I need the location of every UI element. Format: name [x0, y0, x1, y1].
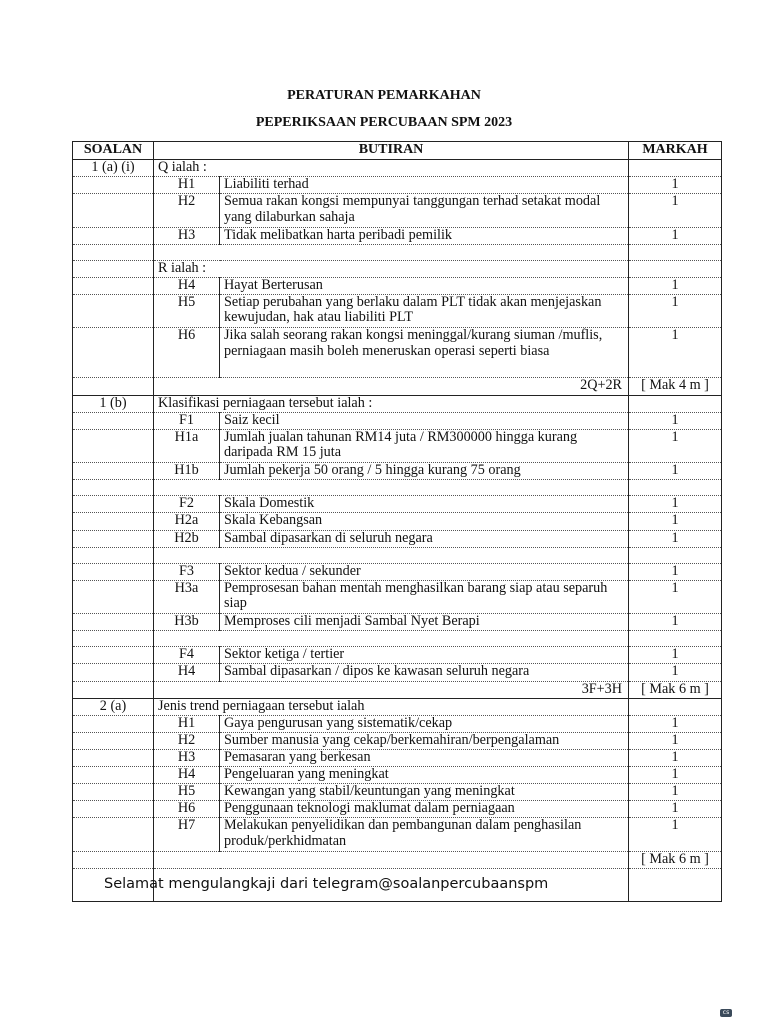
table-row	[73, 732, 722, 749]
point-description: Kewangan yang stabil/keuntungan yang meningkat	[220, 784, 629, 801]
table-row	[73, 631, 722, 647]
header-markah: MARKAH	[629, 142, 722, 160]
point-description: Gaya pengurusan yang sistematik/cekap	[220, 715, 629, 732]
point-description: Jumlah pekerja 50 orang / 5 hingga kurang 75 orang	[220, 463, 629, 480]
point-code: H3	[154, 227, 220, 244]
question-number-cell: 1 (b)	[73, 395, 154, 412]
table-row	[73, 530, 722, 547]
point-mark: 1	[629, 177, 722, 194]
point-code: H1a	[154, 429, 220, 463]
question-number-cell	[73, 664, 154, 681]
table-row	[73, 412, 722, 429]
point-code: H1	[154, 715, 220, 732]
section-intro-text: Jenis trend perniagaan tersebut ialah	[154, 698, 629, 715]
point-code: H4	[154, 664, 220, 681]
table-row	[73, 429, 722, 463]
point-description: Jumlah jualan tahunan RM14 juta / RM300000 hingga kurang daripada RM 15 juta	[220, 429, 629, 463]
point-code: F2	[154, 496, 220, 513]
point-code: F1	[154, 412, 220, 429]
mark-cell-empty	[629, 395, 722, 412]
point-description: Sambal dipasarkan di seluruh negara	[220, 530, 629, 547]
question-number-cell	[73, 580, 154, 614]
point-code: F3	[154, 563, 220, 580]
max-mark: [ Mak 6 m ]	[629, 851, 722, 868]
question-number-cell	[73, 851, 154, 868]
point-code: H1	[154, 177, 220, 194]
blank-cell	[154, 547, 629, 563]
question-number-cell	[73, 513, 154, 530]
mark-cell-empty	[629, 868, 722, 901]
question-number-cell	[73, 260, 154, 277]
point-description: Liabiliti terhad	[220, 177, 629, 194]
point-mark: 1	[629, 801, 722, 818]
question-number-cell	[73, 227, 154, 244]
mark-cell-empty	[629, 698, 722, 715]
point-description: Sumber manusia yang cekap/berkemahiran/berpengalaman	[220, 732, 629, 749]
question-number-cell	[73, 194, 154, 228]
mark-cell-empty	[629, 631, 722, 647]
question-number-cell	[73, 177, 154, 194]
table-row	[73, 177, 722, 194]
point-description: Saiz kecil	[220, 412, 629, 429]
table-row	[73, 160, 722, 177]
point-description: Skala Kebangsan	[220, 513, 629, 530]
point-code: H2	[154, 194, 220, 228]
point-mark: 1	[629, 614, 722, 631]
point-code: F4	[154, 647, 220, 664]
table-row	[73, 784, 722, 801]
table-row	[73, 277, 722, 294]
question-number-cell	[73, 766, 154, 783]
point-mark: 1	[629, 463, 722, 480]
point-mark: 1	[629, 664, 722, 681]
table-row	[73, 244, 722, 260]
point-mark: 1	[629, 530, 722, 547]
section-intro-text: Klasifikasi perniagaan tersebut ialah :	[154, 395, 629, 412]
point-mark: 1	[629, 647, 722, 664]
point-description: Pemprosesan bahan mentah menghasilkan barang siap atau separuh siap	[220, 580, 629, 614]
max-mark: [ Mak 6 m ]	[629, 681, 722, 698]
marking-scheme-table	[72, 141, 722, 902]
table-row	[73, 851, 722, 868]
mark-cell-empty	[629, 160, 722, 177]
point-code: H6	[154, 801, 220, 818]
header-butiran: BUTIRAN	[154, 142, 629, 160]
point-code: H7	[154, 818, 220, 852]
table-row	[73, 563, 722, 580]
point-description: Skala Domestik	[220, 496, 629, 513]
question-number-cell	[73, 818, 154, 852]
table-row	[73, 463, 722, 480]
question-number-cell	[73, 378, 154, 395]
point-code: H5	[154, 784, 220, 801]
document-title: PERATURAN PEMARKAHAN	[287, 88, 481, 103]
mark-formula: 2Q+2R	[154, 378, 629, 395]
point-code: H2a	[154, 513, 220, 530]
point-mark: 1	[629, 563, 722, 580]
footer-watermark-text: Selamat mengulangkaji dari telegram@soalanpercubaanspm	[104, 876, 549, 892]
table-row	[73, 614, 722, 631]
table-row	[73, 818, 722, 852]
table-row	[73, 681, 722, 698]
question-number-cell	[73, 429, 154, 463]
point-description: Pengeluaran yang meningkat	[220, 766, 629, 783]
table-row	[73, 294, 722, 328]
blank-cell	[154, 631, 629, 647]
point-code: H1b	[154, 463, 220, 480]
question-number-cell	[73, 496, 154, 513]
point-mark: 1	[629, 194, 722, 228]
question-number-cell	[73, 749, 154, 766]
question-number-cell	[73, 277, 154, 294]
question-number-cell	[73, 463, 154, 480]
table-row	[73, 580, 722, 614]
question-number-cell	[73, 801, 154, 818]
point-description: Sambal dipasarkan / dipos ke kawasan seluruh negara	[220, 664, 629, 681]
point-mark: 1	[629, 227, 722, 244]
question-number-cell	[73, 715, 154, 732]
point-code: H4	[154, 766, 220, 783]
question-number-cell	[73, 328, 154, 378]
mark-cell-empty	[629, 480, 722, 496]
point-description: Jika salah seorang rakan kongsi meninggal/kurang siuman /muflis, perniagaan masih boleh meneruskan operasi seperti biasa	[220, 328, 629, 378]
point-description: Penggunaan teknologi maklumat dalam perniagaan	[220, 801, 629, 818]
point-mark: 1	[629, 749, 722, 766]
table-row	[73, 227, 722, 244]
point-mark: 1	[629, 766, 722, 783]
point-description: Pemasaran yang berkesan	[220, 749, 629, 766]
point-code: H2b	[154, 530, 220, 547]
point-code: H3a	[154, 580, 220, 614]
point-mark: 1	[629, 732, 722, 749]
point-mark: 1	[629, 294, 722, 328]
table-row	[73, 194, 722, 228]
question-number-cell	[73, 631, 154, 647]
table-row	[73, 378, 722, 395]
question-number-cell	[73, 647, 154, 664]
point-description: Memproses cili menjadi Sambal Nyet Berapi	[220, 614, 629, 631]
point-mark: 1	[629, 784, 722, 801]
section-intro-text: R ialah :	[154, 260, 629, 277]
point-code: H3	[154, 749, 220, 766]
point-description: Sektor ketiga / tertier	[220, 647, 629, 664]
table-row	[73, 698, 722, 715]
table-row	[73, 647, 722, 664]
table-row	[73, 480, 722, 496]
question-number-cell	[73, 614, 154, 631]
point-mark: 1	[629, 818, 722, 852]
blank-cell	[154, 851, 629, 868]
table-row	[73, 496, 722, 513]
point-code: H2	[154, 732, 220, 749]
point-description: Setiap perubahan yang berlaku dalam PLT tidak akan menjejaskan kewujudan, hak atau liabiliti PLT	[220, 294, 629, 328]
point-description: Melakukan penyelidikan dan pembangunan dalam penghasilan produk/perkhidmatan	[220, 818, 629, 852]
point-code: H5	[154, 294, 220, 328]
question-number-cell	[73, 681, 154, 698]
point-description: Semua rakan kongsi mempunyai tanggungan terhad setakat modal yang dilaburkan sahaja	[220, 194, 629, 228]
mark-cell-empty	[629, 547, 722, 563]
mark-cell-empty	[629, 244, 722, 260]
question-number-cell	[73, 480, 154, 496]
question-number-cell	[73, 732, 154, 749]
point-mark: 1	[629, 277, 722, 294]
question-number-cell	[73, 530, 154, 547]
question-number-cell	[73, 244, 154, 260]
header-soalan: SOALAN	[73, 142, 154, 160]
table-row	[73, 664, 722, 681]
point-description: Tidak melibatkan harta peribadi pemilik	[220, 227, 629, 244]
point-mark: 1	[629, 513, 722, 530]
table-body	[73, 160, 722, 902]
blank-cell	[154, 244, 629, 260]
point-mark: 1	[629, 412, 722, 429]
question-number-cell	[73, 412, 154, 429]
table-row	[73, 547, 722, 563]
point-description: Hayat Berterusan	[220, 277, 629, 294]
scanner-badge-icon: cs	[720, 1009, 732, 1017]
point-description: Sektor kedua / sekunder	[220, 563, 629, 580]
question-number-cell: 2 (a)	[73, 698, 154, 715]
table-row	[73, 513, 722, 530]
point-code: H3b	[154, 614, 220, 631]
question-number-cell: 1 (a) (i)	[73, 160, 154, 177]
point-mark: 1	[629, 496, 722, 513]
document-subtitle: PEPERIKSAAN PERCUBAAN SPM 2023	[255, 115, 513, 130]
point-code: H4	[154, 277, 220, 294]
section-intro-text: Q ialah :	[154, 160, 629, 177]
max-mark: [ Mak 4 m ]	[629, 378, 722, 395]
table-row	[73, 749, 722, 766]
point-mark: 1	[629, 580, 722, 614]
mark-cell-empty	[629, 260, 722, 277]
table-row	[73, 395, 722, 412]
point-mark: 1	[629, 328, 722, 378]
mark-formula: 3F+3H	[154, 681, 629, 698]
question-number-cell	[73, 294, 154, 328]
table-row	[73, 715, 722, 732]
table-row	[73, 766, 722, 783]
question-number-cell	[73, 784, 154, 801]
table-row	[73, 801, 722, 818]
point-mark: 1	[629, 715, 722, 732]
table-row	[73, 328, 722, 378]
question-number-cell	[73, 563, 154, 580]
point-mark: 1	[629, 429, 722, 463]
question-number-cell	[73, 547, 154, 563]
table-row	[73, 260, 722, 277]
point-code: H6	[154, 328, 220, 378]
blank-cell	[154, 480, 629, 496]
table-header-row	[73, 142, 722, 160]
